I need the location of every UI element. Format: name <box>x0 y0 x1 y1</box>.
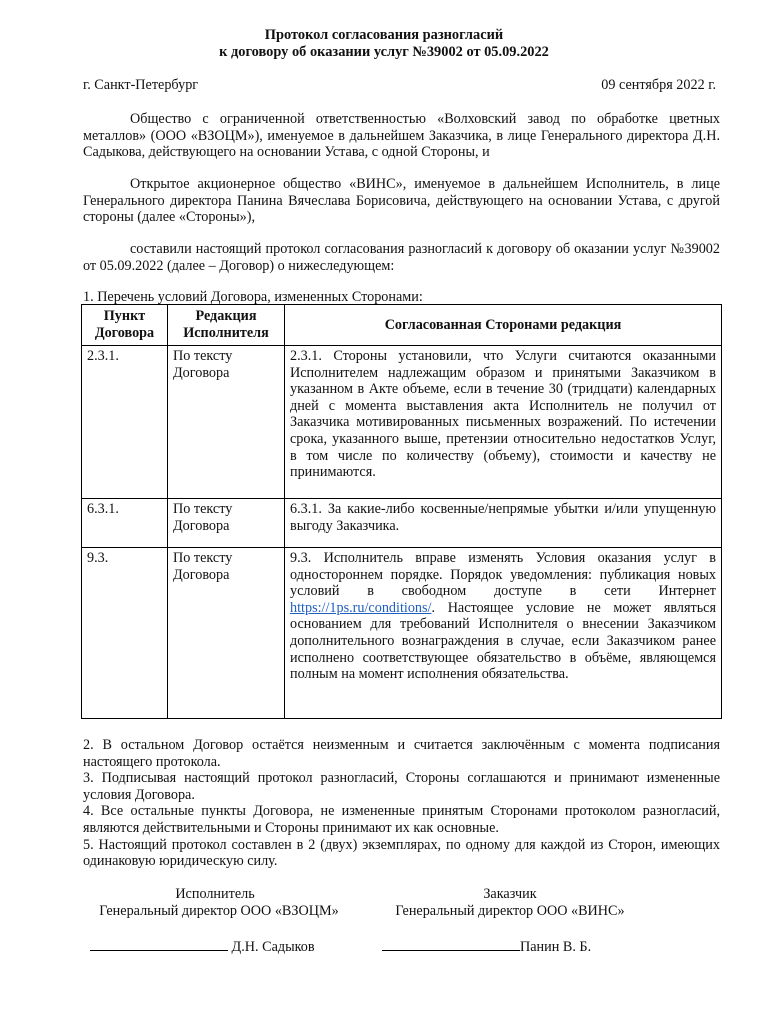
cell-executor: По тексту Договора <box>168 548 285 719</box>
cell-executor: По тексту Договора <box>168 346 285 499</box>
cell-executor: По тексту Договора <box>168 499 285 548</box>
executor-signature-line <box>90 937 315 956</box>
executor-position: Генеральный директор ООО «ВЗОЦМ» <box>99 903 339 919</box>
customer-signature-line <box>382 937 591 956</box>
city: г. Санкт-Петербург <box>83 77 199 93</box>
customer-position: Генеральный директор ООО «ВИНС» <box>395 903 625 919</box>
cell-clause: 6.3.1. <box>82 499 168 548</box>
document-title <box>0 27 768 61</box>
cell-agreed: 2.3.1. Стороны установили, что Услуги считаются оказанными Исполнителем надлежащим образом и принятыми Заказчиком в указанном в Акте объеме, если в течение 30 (тридцати) календарных дней с момента выставления акта Исполнитель не получил от Заказчика мотивированных письменных возражений. По истечении срока, указанного выше, претензии относительно недостатков Услуг, в том числе по количеству (объему), стоимости и качеству не принимаются. <box>285 346 722 499</box>
table-header-row <box>82 305 722 346</box>
clause-4: 4. Все остальные пункты Договора, не измененные принятым Сторонами протоколом разногласий, являются действительными и Стороны принимают их как основные. <box>83 803 720 836</box>
agreed-text-after-link: . Настоящее условие не может являться основанием для требований Исполнителя о внесении Заказчиком дополнительного вознаграждения в случае, если Заказчиком ранее исполнено соответствующее обязательство в объёме, являющемся полным на момент исполнения обязательства. <box>290 599 716 683</box>
closing-clauses <box>83 737 720 870</box>
clause-5: 5. Настоящий протокол составлен в 2 (двух) экземплярах, по одному для каждой из Сторон, имеющих одинаковую юридическую силу. <box>83 836 720 870</box>
cell-agreed: 6.3.1. За какие-либо косвенные/непрямые убытки и/или упущенную выгоду Заказчика. <box>285 499 722 548</box>
header-executor-version: Редакция Исполнителя <box>168 305 285 346</box>
table-row <box>82 346 722 499</box>
table-row <box>82 499 722 548</box>
title-line-2: к договору об оказании услуг №39002 от 05.09.2022 <box>219 44 549 60</box>
paragraph-customer: Общество с ограниченной ответственностью «Волховский завод по обработке цветных металлов» (ООО «ВЗОЦМ»), именуемое в дальнейшем Заказчика, в лице Генерального директора Д.Н. Садыкова, действующего на основании Устава, с одной Стороны, и <box>83 111 720 161</box>
clause-2: 2. В остальном Договор остаётся неизменным и считается заключённым с момента подписания настоящего протокола. <box>83 737 720 770</box>
conditions-link[interactable]: https://1ps.ru/conditions/ <box>290 599 432 616</box>
paragraph-executor: Открытое акционерное общество «ВИНС», именуемое в дальнейшем Исполнитель, в лице Генерального директора Панина Вячеслава Борисовича, действующего на основании Устава, с другой стороны (далее «Стороны»), <box>83 176 720 226</box>
document-date: 09 сентября 2022 г. <box>601 77 716 93</box>
executor-role: Исполнитель <box>175 886 255 902</box>
customer-role: Заказчик <box>483 886 537 902</box>
header-agreed-version: Согласованная Сторонами редакция <box>285 305 722 346</box>
cell-clause: 9.3. <box>82 548 168 719</box>
signature-blank <box>90 937 228 951</box>
cell-clause: 2.3.1. <box>82 346 168 499</box>
terms-table <box>81 304 722 719</box>
table-row <box>82 548 722 719</box>
header-clause: Пункт Договора <box>82 305 168 346</box>
cell-agreed <box>285 548 722 719</box>
customer-signatory-name: Панин В. Б. <box>520 939 592 955</box>
clause-3: 3. Подписывая настоящий протокол разногласий, Стороны соглашаются и принимают измененные условия Договора. <box>83 770 720 803</box>
agreed-text-before-link: 9.3. Исполнитель вправе изменять Условия оказания услуг в одностороннем порядке. Порядок уведомления: публикация новых условий в свободном доступе в сети Интернет <box>290 550 716 600</box>
section-1-title: 1. Перечень условий Договора, измененных Сторонами: <box>83 289 423 305</box>
executor-signatory-name: Д.Н. Садыков <box>231 939 315 955</box>
title-line-1: Протокол согласования разногласий <box>264 27 504 43</box>
signature-blank <box>382 937 520 951</box>
paragraph-preamble: составили настоящий протокол согласования разногласий к договору об оказании услуг №39002 от 05.09.2022 (далее – Договор) о нижеследующем: <box>83 241 720 274</box>
